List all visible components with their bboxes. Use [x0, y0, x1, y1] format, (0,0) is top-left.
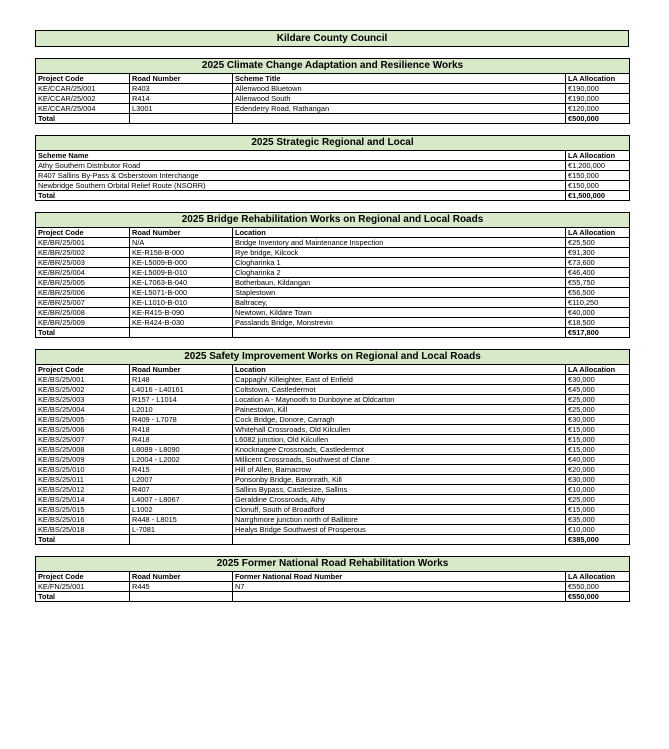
table-row: [36, 505, 630, 515]
table-header-row: [36, 74, 630, 84]
table-cell: Allenwood Bluetown: [233, 84, 566, 94]
table-cell: €15,000: [566, 435, 630, 445]
table-cell: L4016 - L40161: [130, 385, 233, 395]
table-row: [36, 455, 630, 465]
table-cell: Passlands Bridge, Monstrevin: [233, 318, 566, 328]
total-row: [36, 191, 630, 201]
table-cell: KE/FN/25/001: [36, 582, 130, 592]
table-cell: €150,000: [566, 171, 630, 181]
table-cell: €40,000: [566, 455, 630, 465]
table-row: [36, 375, 630, 385]
table-cell: KE/BR/25/005: [36, 278, 130, 288]
table-cell: L2004 - L2002: [130, 455, 233, 465]
table-cell: KE/BS/25/016: [36, 515, 130, 525]
table-cell: KE/BS/25/002: [36, 385, 130, 395]
table-cell: Newbridge Southern Orbital Relief Route (NSORR): [36, 181, 566, 191]
column-header: Project Code: [36, 572, 130, 582]
table-cell: €18,500: [566, 318, 630, 328]
council-title: Kildare County Council: [36, 31, 629, 47]
table-header-row: [36, 572, 630, 582]
table-cell: €30,000: [566, 415, 630, 425]
table-cell: €25,500: [566, 238, 630, 248]
table-row: [36, 435, 630, 445]
table-cell: L2010: [130, 405, 233, 415]
table-cell: R409 - L7078: [130, 415, 233, 425]
total-value: €517,800: [566, 328, 630, 338]
table-cell: €15,000: [566, 505, 630, 515]
table-row: [36, 515, 630, 525]
table-cell: KE/BS/25/015: [36, 505, 130, 515]
table-row: [36, 495, 630, 505]
table-cell: €550,000: [566, 582, 630, 592]
table-cell: Bridge Inventory and Maintenance Inspection: [233, 238, 566, 248]
table-cell: KE/BS/25/009: [36, 455, 130, 465]
table-cell: KE/CCAR/25/004: [36, 104, 130, 114]
table-row: [36, 405, 630, 415]
table-cell: KE/BR/25/003: [36, 258, 130, 268]
table-cell: L-7081: [130, 525, 233, 535]
table-row: [36, 84, 630, 94]
table-row: [36, 425, 630, 435]
table-cell: L6082 junction, Old Kilcullen: [233, 435, 566, 445]
total-label: Total: [36, 114, 130, 124]
table-cell: KE/BR/25/004: [36, 268, 130, 278]
table-cell: KE-L5071-B-000: [130, 288, 233, 298]
table-cell: Geraldine Crossroads, Athy: [233, 495, 566, 505]
table-cell: €190,000: [566, 94, 630, 104]
climate-table: [35, 58, 630, 124]
column-header: LA Allocation: [566, 572, 630, 582]
table-cell: KE/BS/25/012: [36, 485, 130, 495]
table-cell: Allenwood South: [233, 94, 566, 104]
table-row: [36, 475, 630, 485]
table-cell: R418: [130, 425, 233, 435]
table-cell: R148: [130, 375, 233, 385]
table-row: [36, 268, 630, 278]
table-cell: €15,000: [566, 445, 630, 455]
table-row: [36, 238, 630, 248]
column-header: Location: [233, 228, 566, 238]
table-cell: KE/BS/25/018: [36, 525, 130, 535]
column-header: Road Number: [130, 365, 233, 375]
table-header-row: [36, 228, 630, 238]
table-cell: €55,750: [566, 278, 630, 288]
council-header: [35, 30, 629, 47]
table-cell: Hill of Allen, Barnacrow: [233, 465, 566, 475]
table-cell: €25,000: [566, 405, 630, 415]
table-cell: €15,000: [566, 425, 630, 435]
table-cell: KE/BS/25/007: [36, 435, 130, 445]
table-cell: Coltstown, Castledermot: [233, 385, 566, 395]
table-cell: Baltracey,: [233, 298, 566, 308]
table-cell: KE/BS/25/006: [36, 425, 130, 435]
table-cell: Edenderry Road, Rathangan: [233, 104, 566, 114]
table-cell: KE/BS/25/008: [36, 445, 130, 455]
table-cell: Millicent Crossroads, Southwest of Clane: [233, 455, 566, 465]
table-row: [36, 395, 630, 405]
table-cell: KE/CCAR/25/001: [36, 84, 130, 94]
total-value: €550,000: [566, 592, 630, 602]
table-cell: R415: [130, 465, 233, 475]
table-row: [36, 248, 630, 258]
table-cell: KE-L1010-B-010: [130, 298, 233, 308]
table-cell: Ponsonby Bridge, Baronrath, Kill: [233, 475, 566, 485]
document-page: [35, 30, 629, 602]
table-row: [36, 181, 630, 191]
table-row: [36, 525, 630, 535]
table-cell: R157 - L1014: [130, 395, 233, 405]
safety-table: [35, 349, 630, 545]
column-header: Road Number: [130, 572, 233, 582]
table-row: [36, 485, 630, 495]
table-cell: Painestown, Kill: [233, 405, 566, 415]
column-header: Location: [233, 365, 566, 375]
table-cell: €25,000: [566, 395, 630, 405]
table-cell: KE-L5009-B-000: [130, 258, 233, 268]
table-cell: Rye bridge, Kilcock: [233, 248, 566, 258]
table-cell: Cappagh/ Killeighter, East of Enfield: [233, 375, 566, 385]
table-cell: R448 - L8015: [130, 515, 233, 525]
table-cell: Clonuff, South of Broadford: [233, 505, 566, 515]
safety-title: 2025 Safety Improvement Works on Regional and Local Roads: [36, 350, 630, 365]
table-cell: Clogharinka 2: [233, 268, 566, 278]
total-label: Total: [36, 592, 130, 602]
table-row: [36, 385, 630, 395]
table-cell: R403: [130, 84, 233, 94]
table-row: [36, 415, 630, 425]
table-header-row: [36, 365, 630, 375]
former-national-table: [35, 556, 630, 602]
column-header: Scheme Name: [36, 151, 566, 161]
column-header: LA Allocation: [566, 74, 630, 84]
table-row: [36, 318, 630, 328]
table-row: [36, 308, 630, 318]
table-cell: Whitehall Crossroads, Old Kilcullen: [233, 425, 566, 435]
column-header: Former National Road Number: [233, 572, 566, 582]
table-cell: KE-R424-B-030: [130, 318, 233, 328]
table-cell: €73,600: [566, 258, 630, 268]
table-cell: Newtown, Kildare Town: [233, 308, 566, 318]
table-row: [36, 278, 630, 288]
table-cell: R418: [130, 435, 233, 445]
table-cell: KE/BR/25/001: [36, 238, 130, 248]
total-row: [36, 535, 630, 545]
table-cell: KE-R158-B-000: [130, 248, 233, 258]
table-cell: R407 Sallins By-Pass & Osberstown Interchange: [36, 171, 566, 181]
table-cell: €35,000: [566, 515, 630, 525]
column-header: LA Allocation: [566, 151, 630, 161]
table-cell: L4007 - L8067: [130, 495, 233, 505]
former-title: 2025 Former National Road Rehabilitation Works: [36, 557, 630, 572]
table-cell: KE/BS/25/011: [36, 475, 130, 485]
table-cell: Narrghmore junction north of Ballitore: [233, 515, 566, 525]
table-cell: €110,250: [566, 298, 630, 308]
table-cell: €40,000: [566, 308, 630, 318]
table-cell: Athy Southern Distributor Road: [36, 161, 566, 171]
table-row: [36, 298, 630, 308]
table-cell: Botherbaun, Kildangan: [233, 278, 566, 288]
table-cell: R407: [130, 485, 233, 495]
table-cell: KE/BS/25/003: [36, 395, 130, 405]
total-value: €500,000: [566, 114, 630, 124]
total-label: Total: [36, 191, 566, 201]
bridge-table: [35, 212, 630, 338]
climate-title: 2025 Climate Change Adaptation and Resilience Works: [36, 59, 630, 74]
table-cell: Staplestown: [233, 288, 566, 298]
table-cell: €10,000: [566, 485, 630, 495]
column-header: Project Code: [36, 228, 130, 238]
bridge-title: 2025 Bridge Rehabilitation Works on Regional and Local Roads: [36, 213, 630, 228]
table-cell: KE/BS/25/014: [36, 495, 130, 505]
table-cell: N/A: [130, 238, 233, 248]
total-row: [36, 328, 630, 338]
table-cell: KE-L5009-B-010: [130, 268, 233, 278]
table-cell: Sallins Bypass, Castlesize, Sallins: [233, 485, 566, 495]
table-row: [36, 171, 630, 181]
total-row: [36, 592, 630, 602]
table-header-row: [36, 151, 630, 161]
table-row: [36, 104, 630, 114]
total-label: Total: [36, 535, 130, 545]
table-cell: N7: [233, 582, 566, 592]
strategic-table: [35, 135, 630, 201]
table-cell: €46,400: [566, 268, 630, 278]
table-cell: L2007: [130, 475, 233, 485]
table-cell: L1002: [130, 505, 233, 515]
table-cell: Knocknagee Crossroads, Castledermot: [233, 445, 566, 455]
total-row: [36, 114, 630, 124]
table-cell: L3001: [130, 104, 233, 114]
table-cell: Clogharinka 1: [233, 258, 566, 268]
table-cell: KE/BR/25/006: [36, 288, 130, 298]
table-cell: KE/BS/25/010: [36, 465, 130, 475]
table-cell: €91,300: [566, 248, 630, 258]
table-cell: L8089 - L8090: [130, 445, 233, 455]
table-cell: KE/CCAR/25/002: [36, 94, 130, 104]
table-cell: KE/BS/25/001: [36, 375, 130, 385]
table-cell: Healys Bridge Southwest of Prosperous: [233, 525, 566, 535]
table-cell: €190,000: [566, 84, 630, 94]
table-cell: KE/BS/25/004: [36, 405, 130, 415]
total-value: €385,000: [566, 535, 630, 545]
table-cell: KE/BS/25/005: [36, 415, 130, 425]
table-cell: €45,000: [566, 385, 630, 395]
table-cell: KE-L7063-B-040: [130, 278, 233, 288]
column-header: LA Allocation: [566, 228, 630, 238]
table-cell: €20,000: [566, 465, 630, 475]
table-row: [36, 288, 630, 298]
table-cell: €25,000: [566, 495, 630, 505]
table-row: [36, 465, 630, 475]
table-cell: €56,500: [566, 288, 630, 298]
table-cell: Location A - Maynooth to Dunboyne at Oldcarton: [233, 395, 566, 405]
table-cell: KE/BR/25/009: [36, 318, 130, 328]
column-header: Road Number: [130, 228, 233, 238]
table-cell: €30,000: [566, 475, 630, 485]
table-row: [36, 161, 630, 171]
column-header: Project Code: [36, 365, 130, 375]
table-cell: €120,000: [566, 104, 630, 114]
table-cell: KE-R415-B-090: [130, 308, 233, 318]
table-row: [36, 582, 630, 592]
table-row: [36, 445, 630, 455]
strategic-title: 2025 Strategic Regional and Local: [36, 136, 630, 151]
table-row: [36, 258, 630, 268]
table-cell: R445: [130, 582, 233, 592]
table-cell: KE/BR/25/007: [36, 298, 130, 308]
table-cell: Cock Bridge, Donore, Carragh: [233, 415, 566, 425]
table-cell: R414: [130, 94, 233, 104]
table-cell: €1,200,000: [566, 161, 630, 171]
column-header: LA Allocation: [566, 365, 630, 375]
total-label: Total: [36, 328, 130, 338]
table-cell: €30,000: [566, 375, 630, 385]
table-cell: €10,000: [566, 525, 630, 535]
table-row: [36, 94, 630, 104]
table-cell: €150,000: [566, 181, 630, 191]
table-cell: KE/BR/25/002: [36, 248, 130, 258]
column-header: Scheme Title: [233, 74, 566, 84]
total-value: €1,500,000: [566, 191, 630, 201]
table-cell: KE/BR/25/008: [36, 308, 130, 318]
column-header: Road Number: [130, 74, 233, 84]
column-header: Project Code: [36, 74, 130, 84]
